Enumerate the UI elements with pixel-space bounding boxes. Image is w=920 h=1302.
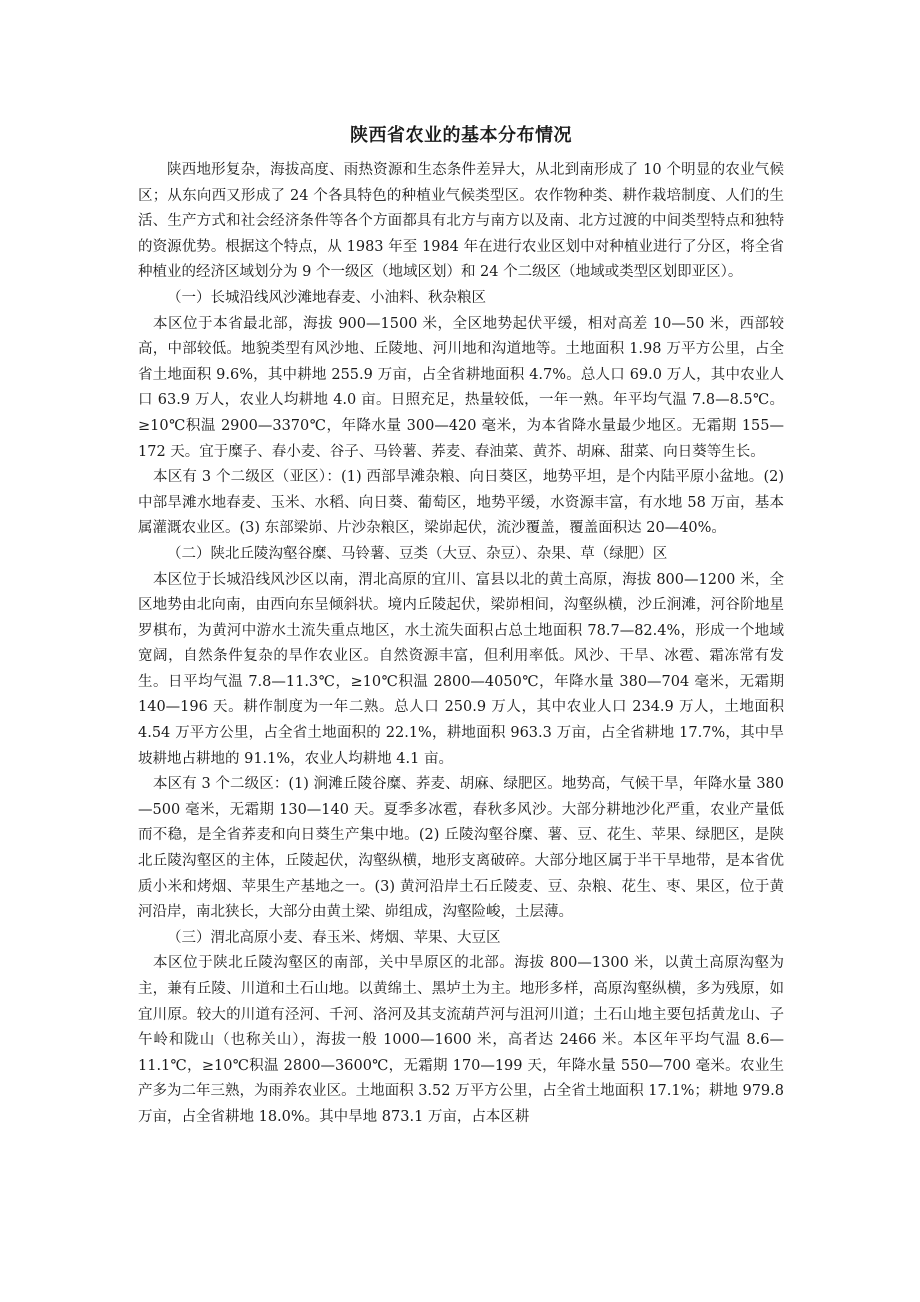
intro-paragraph: 陕西地形复杂，海拔高度、雨热资源和生态条件差异大，从北到南形成了 10 个明显的农业气候区；从东向西又形成了 24 个各具特色的种植业气候类型区。农作物种类、耕作栽培制度、人们的生活、生产方式和社会经济条件等各个方面都具有北方与南方以及南、北方过渡的中间类型特点和独特的资源优势。根据这个特点，从 1983 年至 1984 年在进行农业区划中对种植业进行了分区，将全省种植业的经济区域划分为 9 个一级区（地域区划）和 24 个二级区（地域或类型区划即亚区）。 bbox=[138, 162, 784, 281]
section-3-paragraph-1: 本区位于陕北丘陵沟壑区的南部，关中旱原区的北部。海拔 800—1300 米，以黄土高原沟壑为主，兼有丘陵、川道和土石山地。以黄绵土、黑垆土为主。地形多样，高原沟壑纵横，多为残原，如宜川原。较大的川道有泾河、千河、洛河及其支流葫芦河与沮河川道；土石山地主要包括黄龙山、子午岭和陇山（也称关山），海拔一般 1000—1600 米，高者达 2466 米。本区年平均气温 8.6—11.1℃，≥10℃积温 2800—3600℃，无霜期 170—199 天，年降水量 550—700 毫米。农业生产多为二年三熟，为雨养农业区。土地面积 3.52 万平方公里，占全省土地面积 17.1%；耕地 979.8 万亩，占全省耕地 18.0%。其中旱地 873.1 万亩，占本区耕 bbox=[138, 955, 784, 1125]
section-2-paragraph-2: 本区有 3 个二级区：(1) 涧滩丘陵谷糜、荞麦、胡麻、绿肥区。地势高，气候干旱，年降水量 380—500 毫米，无霜期 130—140 天。夏季多冰雹，春秋多风沙。大部分耕地沙化严重，农业产量低而不稳，是全省荞麦和向日葵生产集中地。(2) 丘陵沟壑谷糜、薯、豆、花生、苹果、绿肥区，是陕北丘陵沟壑区的主体，丘陵起伏，沟壑纵横，地形支离破碎。大部分地区属于半干旱地带，是本省优质小米和烤烟、苹果生产基地之一。(3) 黄河沿岸土石丘陵麦、豆、杂粮、花生、枣、果区，位于黄河沿岸，南北狭长，大部分由黄土梁、峁组成，沟壑险峻，土层薄。 bbox=[138, 776, 784, 921]
section-2-paragraph-1: 本区位于长城沿线风沙区以南，渭北高原的宜川、富县以北的黄土高原，海拔 800—1200 米，全区地势由北向南，由西向东呈倾斜状。境内丘陵起伏，梁峁相间，沟壑纵横，沙丘涧滩，河谷阶地星罗棋布，为黄河中游水土流失重点地区，水土流失面积占总土地面积 78.7—82.4%，形成一个地域宽阔，自然条件复杂的旱作农业区。自然资源丰富，但利用率低。风沙、干旱、冰雹、霜冻常有发生。日平均气温 7.8—11.3℃，≥10℃积温 2800—4050℃，年降水量 380—704 毫米，无霜期 140—196 天。耕作制度为一年二熟。总人口 250.9 万人，其中农业人口 234.9 万人，土地面积 4.54 万平方公里，占全省土地面积的 22.1%，耕地面积 963.3 万亩，占全省耕地 17.7%，其中旱坡耕地占耕地的 91.1%，农业人均耕地 4.1 亩。 bbox=[138, 571, 784, 767]
section-heading-1: （一）长城沿线风沙滩地春麦、小油料、秋杂粮区 bbox=[167, 289, 486, 306]
document-page bbox=[138, 118, 784, 1131]
section-1-paragraph-2: 本区有 3 个二级区（亚区）：(1) 西部旱滩杂粮、向日葵区，地势平坦，是个内陆平原小盆地。(2) 中部旱滩水地春麦、玉米、水稻、向日葵、葡萄区，地势平缓，水资源丰富，有水地 58 万亩，基本属灌溉农业区。(3) 东部梁峁、片沙杂粮区，梁峁起伏，流沙覆盖，覆盖面积达 20—40%。 bbox=[138, 469, 784, 537]
page-title: 陕西省农业的基本分布情况 bbox=[350, 125, 572, 146]
section-heading-3: （三）渭北高原小麦、春玉米、烤烟、苹果、大豆区 bbox=[167, 929, 501, 946]
section-heading-2: （二）陕北丘陵沟壑谷糜、马铃薯、豆类（大豆、杂豆）、杂果、草（绿肥）区 bbox=[167, 545, 668, 562]
section-1-paragraph-1: 本区位于本省最北部，海拔 900—1500 米，全区地势起伏平缓，相对高差 10—50 米，西部较高，中部较低。地貌类型有风沙地、丘陵地、河川地和沟道地等。土地面积 1.98 万平方公里，占全省土地面积 9.6%，其中耕地 255.9 万亩，占全省耕地面积 4.7%。总人口 69.0 万人，其中农业人口 63.9 万人，农业人均耕地 4.0 亩。日照充足，热量较低，一年一熟。年平均气温 7.8—8.5℃。≥10℃积温 2900—3370℃，年降水量 300—420 毫米，为本省降水量最少地区。无霜期 155—172 天。宜于糜子、春小麦、谷子、马铃薯、荞麦、春油菜、黄芥、胡麻、甜菜、向日葵等生长。 bbox=[138, 315, 784, 460]
